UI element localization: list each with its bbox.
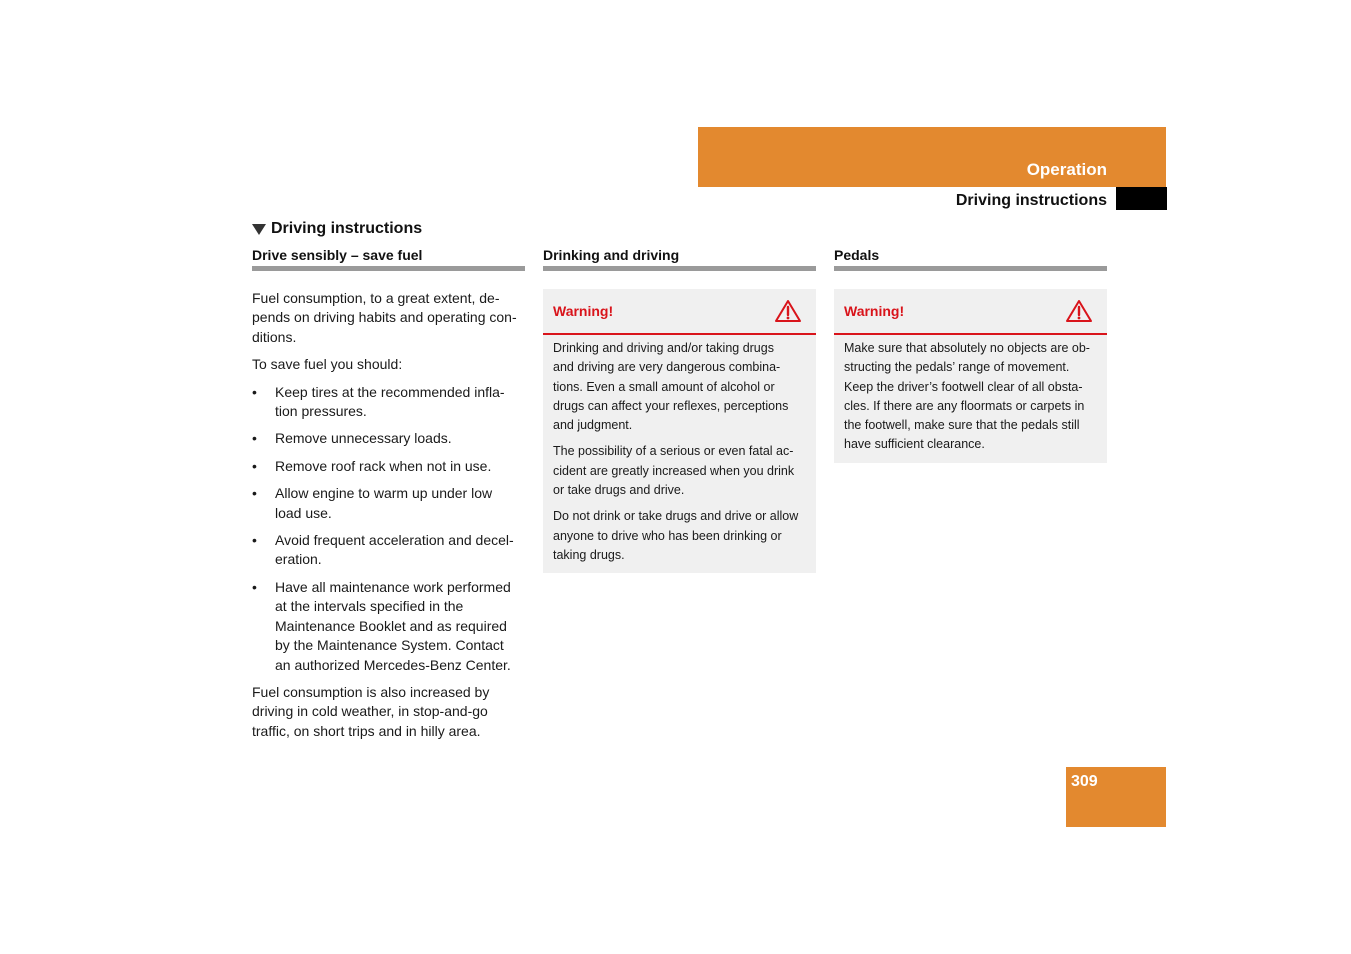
warning-triangle-icon	[1065, 299, 1093, 323]
warning-triangle-icon	[774, 299, 802, 323]
warning-paragraph: The possibility of a serious or even fatal ac- cident are greatly increased when you drink or take drugs and drive.	[553, 444, 795, 498]
down-triangle-icon	[252, 224, 266, 235]
list-item: • Remove unnecessary loads.	[252, 429, 525, 448]
paragraph: To save fuel you should:	[252, 356, 403, 373]
list-item: • Avoid frequent acceleration and decel- eration.	[252, 531, 525, 570]
page-title	[252, 219, 422, 239]
warning-paragraph: Do not drink or take drugs and drive or allow anyone to drive who has been drinking or taking drugs.	[553, 509, 799, 562]
list-item: • Have all maintenance work performed at the intervals specified in the Maintenance Booklet and as required by the Maintenance System. Contact an authorized Mercedes-Benz Center.	[252, 578, 525, 675]
header-section-title: Operation	[1026, 160, 1107, 179]
header-subsection-title: Driving instructions	[955, 192, 1107, 209]
list-item: • Remove roof rack when not in use.	[252, 457, 525, 476]
warning-box	[834, 289, 1107, 463]
column-heading: Drinking and driving	[543, 245, 816, 271]
list-item: • Allow engine to warm up under low load use.	[252, 484, 525, 523]
column-heading: Pedals	[834, 245, 1107, 271]
warning-body	[543, 335, 816, 573]
header-tab-marker	[1116, 187, 1167, 210]
bullet-list	[252, 383, 525, 675]
page-title-text: Driving instructions	[271, 220, 423, 237]
column-save-fuel	[252, 245, 525, 749]
page-number: 309	[1071, 773, 1098, 790]
warning-title: Warning!	[553, 303, 614, 319]
column-pedals	[834, 245, 1107, 463]
paragraph: Fuel consumption is also increased by driving in cold weather, in stop-and-go traffic, on short trips and in hilly area.	[252, 683, 490, 739]
warning-paragraph: Make sure that absolutely no objects are ob- structing the pedals’ range of movement. Keep the driver’s footwell clear of all obsta- cles. If there are any floormats or carpets in the footwell, make sure that the pedals still have sufficient clearance.	[844, 341, 1090, 452]
column-body	[252, 289, 525, 741]
column-heading: Drive sensibly – save fuel	[252, 245, 525, 271]
warning-title: Warning!	[844, 303, 905, 319]
warning-paragraph: Drinking and driving and/or taking drugs and driving are very dangerous combina- tions. Even a small amount of alcohol or drugs can affect your reflexes, perceptions and judgment.	[553, 341, 789, 433]
column-drinking-driving	[543, 245, 816, 573]
list-item: • Keep tires at the recommended infla- tion pressures.	[252, 383, 525, 422]
warning-header	[543, 289, 816, 335]
warning-box	[543, 289, 816, 573]
warning-header	[834, 289, 1107, 335]
paragraph: Fuel consumption, to a great extent, de- pends on driving habits and operating con- ditions.	[252, 290, 517, 345]
warning-body	[834, 335, 1107, 463]
